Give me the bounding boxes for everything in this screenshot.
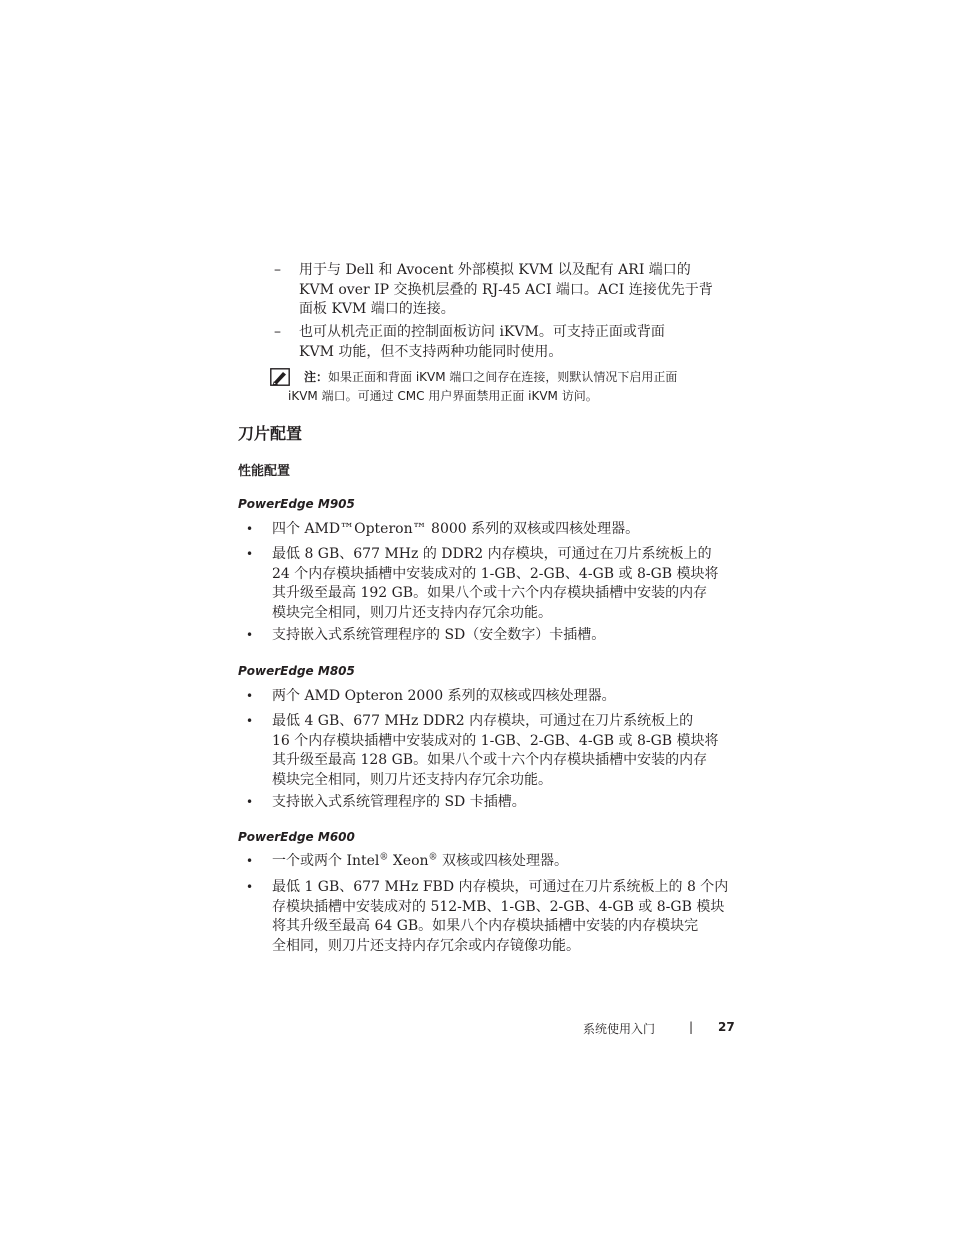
text-line: 支持嵌入式系统管理程序的 SD（安全数字）卡插槽。 <box>272 627 606 643</box>
text-line: 也可从机壳正面的控制面板访问 iKVM。可支持正面或背面 <box>299 324 665 340</box>
text-line: 一个或两个 Intel® Xeon® 双核或四核处理器。 <box>272 852 568 869</box>
bullet-marker: • <box>246 628 254 642</box>
model-heading: PowerEdge M905 <box>238 497 355 511</box>
text-line: 存模块插槽中安装成对的 512-MB、1-GB、2-GB、4-GB 或 8-GB 模块 <box>272 898 725 915</box>
model-heading: PowerEdge M805 <box>238 664 355 678</box>
bullet-item <box>246 626 746 646</box>
text-line: 面板 KVM 端口的连接。 <box>299 301 455 317</box>
text-line: 将其升级至最高 64 GB。如果八个内存模块插槽中安装的内存模块完 <box>272 918 699 934</box>
bullet-item <box>246 520 746 540</box>
text-line: 最低 4 GB、677 MHz DDR2 内存模块，可通过在刀片系统板上的 <box>272 713 694 729</box>
text-line: 四个 AMD™Opteron™ 8000 系列的双核或四核处理器。 <box>272 521 640 537</box>
bullet-marker: • <box>246 795 254 809</box>
section-title: 刀片配置 <box>238 424 303 443</box>
text-line: 24 个内存模块插槽中安装成对的 1-GB、2-GB、4-GB 或 8-GB 模块将 <box>272 565 719 582</box>
bullet-marker: • <box>246 854 254 868</box>
registered-mark: ® <box>428 852 438 863</box>
bullet-item <box>246 852 746 874</box>
note-text-line: iKVM 端口。可通过 CMC 用户界面禁用正面 iKVM 访问。 <box>288 388 598 403</box>
page-number: 27 <box>718 1020 735 1034</box>
text-line: 最低 1 GB、677 MHz FBD 内存模块，可通过在刀片系统板上的 8 个内 <box>272 879 729 895</box>
footer-separator: | <box>689 1020 694 1034</box>
dash-marker: – <box>274 324 281 340</box>
text-line: 支持嵌入式系统管理程序的 SD 卡插槽。 <box>272 794 526 810</box>
bullet-item <box>246 793 746 813</box>
note-pencil-icon <box>270 368 290 386</box>
subsection-title: 性能配置 <box>238 464 291 479</box>
text-line: 用于与 Dell 和 Avocent 外部模拟 KVM 以及配有 ARI 端口的 <box>299 262 691 278</box>
text-line: 最低 8 GB、677 MHz 的 DDR2 内存模块，可通过在刀片系统板上的 <box>272 546 712 562</box>
text-line: 模块完全相同，则刀片还支持内存冗余功能。 <box>272 604 552 621</box>
bullet-marker: • <box>246 547 254 561</box>
text-line: 其升级至最高 192 GB。如果八个或十六个内存模块插槽中安装的内存 <box>272 585 708 601</box>
bullet-marker: • <box>246 880 254 894</box>
text-line: 16 个内存模块插槽中安装成对的 1-GB、2-GB、4-GB 或 8-GB 模块将 <box>272 732 719 749</box>
bullet-marker: • <box>246 714 254 728</box>
bullet-item <box>246 712 746 792</box>
bullet-marker: • <box>246 522 254 536</box>
text-line: KVM over IP 交换机层叠的 RJ-45 ACI 端口。ACI 连接优先于背 <box>299 281 713 298</box>
bullet-item <box>246 545 746 625</box>
bullet-item <box>246 878 746 958</box>
text-line: KVM 功能，但不支持两种功能同时使用。 <box>299 343 563 360</box>
dash-marker: – <box>274 262 281 278</box>
model-heading: PowerEdge M600 <box>238 830 355 844</box>
text-line: 全相同，则刀片还支持内存冗余或内存镜像功能。 <box>272 937 580 954</box>
registered-mark: ® <box>379 852 389 863</box>
bullet-item <box>246 687 746 707</box>
note-label: 注： <box>304 370 329 384</box>
bullet-marker: • <box>246 689 254 703</box>
text-line: 模块完全相同，则刀片还支持内存冗余功能。 <box>272 771 552 788</box>
intro-list-item <box>274 261 744 321</box>
text-line: 其升级至最高 128 GB。如果八个或十六个内存模块插槽中安装的内存 <box>272 752 708 768</box>
intro-list-item <box>274 323 744 363</box>
note-text-line: 如果正面和背面 iKVM 端口之间存在连接，则默认情况下启用正面 <box>328 370 678 384</box>
text-line: 两个 AMD Opteron 2000 系列的双核或四核处理器。 <box>272 688 616 704</box>
footer-section-title: 系统使用入门 <box>583 1022 656 1036</box>
